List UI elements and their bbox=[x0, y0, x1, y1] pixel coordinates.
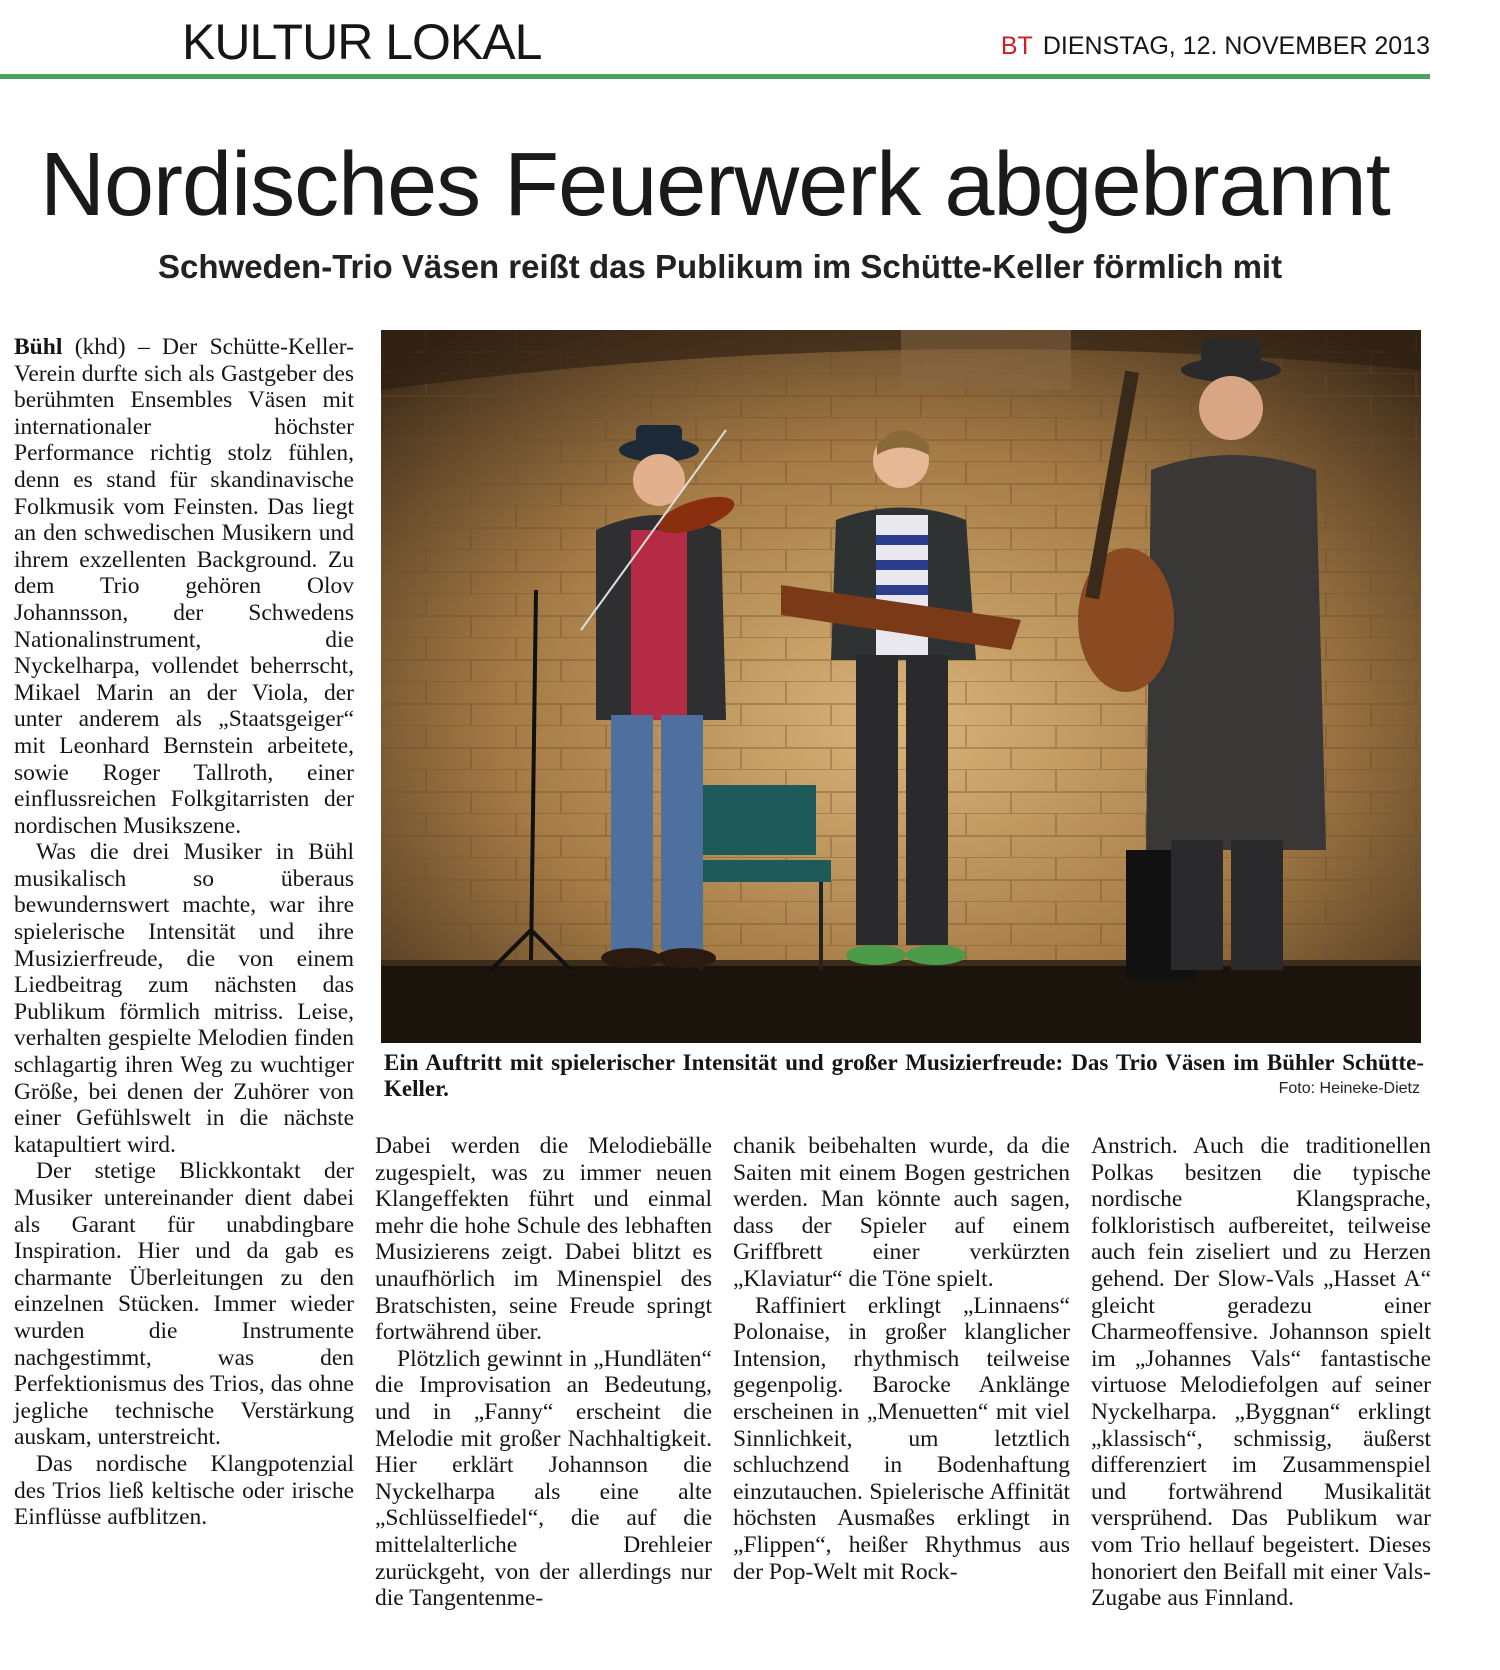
article-paragraph: chanik beibehalten wurde, da die Saiten mit einem Bogen gestrichen werden. Man könnte auch sagen, dass der Spieler auf einem Griffbrett einer verkürzten „Klaviatur“ die Töne spielt. bbox=[733, 1133, 1070, 1292]
article-paragraph: Dabei werden die Melodiebälle zugespielt, was zu immer neuen Klangeffekten führt und einmal mehr die hohe Schule des lebhaften Musizierens zeigt. Dabei blitzt es unaufhörlich im Minenspiel des Bratschisten, seine Freude springt fortwährend über. bbox=[375, 1133, 712, 1346]
article-paragraph bbox=[14, 334, 354, 839]
article-column-1 bbox=[14, 334, 354, 1531]
photo-credit: Foto: Heineke-Dietz bbox=[1278, 1080, 1420, 1097]
article-dateline: Bühl bbox=[14, 334, 63, 360]
issue-dateline bbox=[1001, 32, 1430, 61]
article-paragraph: Was die drei Musiker in Bühl musikalisch so überaus bewundernswert machte, war ihre spielerische Intensität und ihre Musizierfreude, die von einem Liedbeitrag zum nächsten das Publikum förmlich mitriss. Leise, verhalten gespielte Melodien finden schlagartig ihren Weg zu wuchtiger Größe, bei denen der Zuhörer von einer Gefühlswelt in die nächste katapultiert wird. bbox=[14, 839, 354, 1158]
article-paragraph: Raffiniert erklingt „Linnaens“ Polonaise, in großer klanglicher Intension, rhythmisch teilweise gegenpolig. Barocke Anklänge erscheinen in „Menuetten“ mit viel Sinnlichkeit, um letztlich schluchzend in Bodenhaftung einzutauchen. Spielerische Affinität höchsten Ausmaßes erklingt in „Flippen“, heißer Rhythmus aus der Pop-Welt mit Rock- bbox=[733, 1292, 1070, 1585]
article-lead-text: – Der Schütte-Keller-Verein durfte sich als Gastgeber des berühmten Ensembles Väsen mit internationaler höchster Performance richtig stolz fühlen, denn es stand für skandinavische Folkmusik vom Feinsten. Das liegt an den schwedischen Musikern und ihrem exzellenten Background. Zu dem Trio gehören Olov Johannsson, der Schwedens Nationalinstrument, die Nyckelharpa, vollendet beherrscht, Mikael Marin an der Viola, der unter anderem als „Staatsgeiger“ mit Leonhard Bernstein arbeitete, sowie Roger Tallroth, einer einflussreichen Folkgitarristen der nordischen Musikszene. bbox=[14, 334, 354, 839]
article-column-2 bbox=[375, 1133, 712, 1612]
article-paragraph: Der stetige Blickkontakt der Musiker untereinander dient dabei als Garant für unabdingbare Inspiration. Hier und da gab es charmante Überleitungen zu den einzelnen Stücken. Immer wieder wurden die Instrumente nachgestimmt, was den Perfektionismus des Trios, das ohne jegliche technische Verstärkung auskam, unterstreicht. bbox=[14, 1158, 354, 1451]
photo-caption: Ein Auftritt mit spielerischer Intensität und großer Musizierfreude: Das Trio Väsen im Bühler Schütte-Keller. bbox=[384, 1050, 1424, 1101]
headline: Nordisches Feuerwerk abgebrannt bbox=[40, 135, 1390, 235]
article-column-4 bbox=[1091, 1133, 1431, 1612]
section-title: KULTUR LOKAL bbox=[182, 14, 542, 70]
concert-photo bbox=[381, 330, 1421, 1043]
article-paragraph: Das nordische Klangpotenzial des Trios ließ keltische oder irische Einflüsse aufblitzen. bbox=[14, 1450, 354, 1531]
trio-performance-illustration bbox=[381, 330, 1421, 1043]
paper-mark: BT bbox=[1000, 32, 1033, 60]
issue-date: DIENSTAG, 12. NOVEMBER 2013 bbox=[1042, 32, 1430, 60]
article-column-3 bbox=[733, 1133, 1070, 1585]
section-rule bbox=[0, 74, 1430, 79]
subheadline: Schweden-Trio Väsen reißt das Publikum im Schütte-Keller förmlich mit bbox=[158, 248, 1283, 285]
article-byline: (khd) bbox=[74, 334, 126, 360]
article-paragraph: Plötzlich gewinnt in „Hundläten“ die Improvisation an Bedeutung, und in „Fanny“ erscheint die Melodie mit großer Nachhaltigkeit. Hier erklärt Johannson die Nyckelharpa als eine alte „Schlüsselfiedel“, die auf die mittelalterliche Drehleier zurückgeht, von der allerdings nur die Tangentenme- bbox=[375, 1345, 712, 1612]
article-paragraph: Anstrich. Auch die traditionellen Polkas besitzen die typische nordische Klangsprache, folkloristisch aufbereitet, teilweise auch fein ziseliert und zu Herzen gehend. Der Slow-Vals „Hasset A“ gleicht geradezu einer Charmeoffensive. Johannson spielt im „Johannes Vals“ fantastische virtuose Melodiefolgen auf seiner Nyckelharpa. „Byggnan“ erklingt „klassisch“, schmissig, äußerst differenziert im Zusammenspiel und fortwährend Musikalität versprühend. Das Publikum war vom Trio hellauf begeistert. Dieses honoriert den Beifall mit einer Vals- Zugabe aus Finnland. bbox=[1091, 1133, 1431, 1612]
